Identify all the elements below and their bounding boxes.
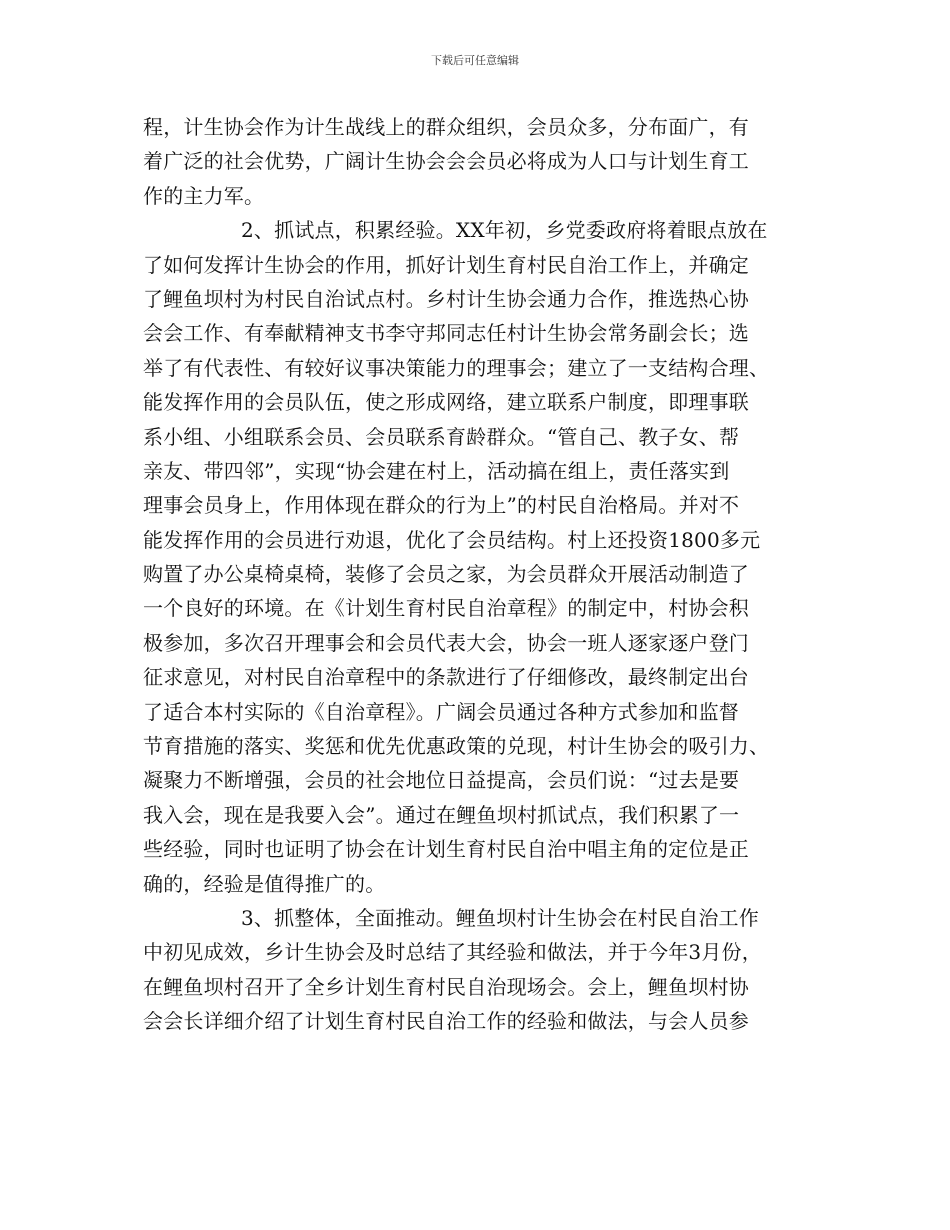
text-line: 举了有代表性、有较好议事决策能力的理事会；建立了一支结构合理、 [143, 355, 770, 380]
text-line: 程，计生协会作为计生战线上的群众组织，会员众多，分布面广，有 [143, 115, 749, 139]
text-line: 一个良好的环境。在《计划生育村民自治章程》的制定中，村协会积 [143, 596, 749, 621]
text-line: 亲友、带四邻”，实现“协会建在村上，活动搞在组上，责任落实到 [143, 458, 730, 483]
page-header: 下载后可任意编辑 [431, 54, 519, 67]
document-body [143, 110, 808, 1039]
text-line: 能发挥作用的会员队伍，使之形成网络，建立联系户制度，即理事联 [143, 390, 749, 415]
text-line: 会会长详细介绍了计划生育村民自治工作的经验和做法，与会人员参 [143, 1009, 749, 1034]
paragraph-start-line: 3、抓整体，全面推动。鲤鱼坝村计生协会在村民自治工作 [241, 905, 759, 930]
text-line: 了鲤鱼坝村为村民自治试点村。乡村计生协会通力合作，推选热心协 [143, 286, 749, 311]
text-line: 极参加，多次召开理事会和会员代表大会，协会一班人逐家逐户登门 [143, 630, 749, 655]
text-line: 我入会，现在是我要入会”。通过在鲤鱼坝村抓试点，我们积累了一 [143, 802, 740, 827]
text-line: 些经验，同时也证明了协会在计划生育村民自治中唱主角的定位是正 [143, 837, 749, 862]
text-line: 了适合本村实际的《自治章程》。广阔会员通过各种方式参加和监督 [143, 699, 739, 724]
text-line: 确的，经验是值得推广的。 [143, 871, 386, 896]
text-line: 中初见成效，乡计生协会及时总结了其经验和做法，并于今年3月份， [143, 940, 762, 965]
text-line: 系小组、小组联系会员、会员联系育龄群众。“管自己、教子女、帮 [143, 424, 740, 449]
text-line: 节育措施的落实、奖惩和优先优惠政策的兑现，村计生协会的吸引力、 [143, 734, 770, 759]
text-line: 凝聚力不断增强，会员的社会地位日益提高，会员们说：“过去是要 [143, 768, 740, 793]
text-line: 着广泛的社会优势，广阔计生协会会会员必将成为人口与计划生育工 [143, 149, 749, 174]
text-line: 理事会员身上，作用体现在群众的行为上”的村民自治格局。并对不 [143, 493, 740, 518]
text-line: 会会工作、有奉献精神支书李守邦同志任村计生协会常务副会长；选 [143, 321, 749, 346]
text-line: 征求意见，对村民自治章程中的条款进行了仔细修改，最终制定出台 [143, 665, 749, 690]
text-line: 购置了办公桌椅桌椅，装修了会员之家，为会员群众开展活动制造了 [143, 562, 749, 587]
paragraph-start-line: 2、抓试点，积累经验。XX年初，乡党委政府将着眼点放在 [241, 218, 768, 243]
text-line: 能发挥作用的会员进行劝退，优化了会员结构。村上还投资1800多元 [143, 527, 761, 552]
text-line: 在鲤鱼坝村召开了全乡计划生育村民自治现场会。会上，鲤鱼坝村协 [143, 974, 749, 999]
text-line: 作的主力军。 [143, 183, 265, 208]
text-line: 了如何发挥计生协会的作用，抓好计划生育村民自治工作上，并确定 [143, 252, 749, 277]
